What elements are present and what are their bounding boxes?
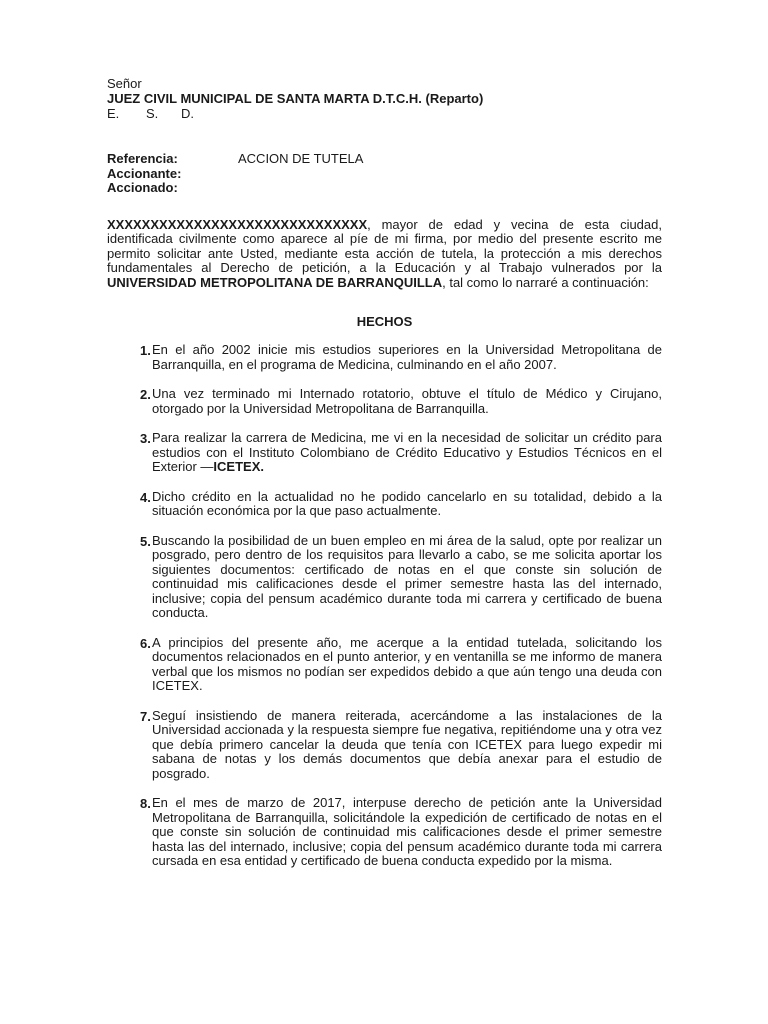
fact-item-6 xyxy=(107,636,662,694)
salutation: Señor xyxy=(107,76,142,91)
accionado-row xyxy=(107,181,662,196)
intro-paragraph xyxy=(107,218,662,291)
esd-e: E. xyxy=(107,106,120,121)
fact-item-5 xyxy=(107,534,662,621)
hechos-list xyxy=(107,343,662,869)
fact-text: A principios del presente año, me acerque a la entidad tutelada, solicitando los documentos relacionados en el punto anterior, y en ventanilla se me informo de manera verbal que los mismos no podían ser expedidos debido a que aún tengo una deuda con ICETEX. xyxy=(152,634,662,693)
referencia-label: Referencia: xyxy=(107,151,178,166)
fact-text: En el mes de marzo de 2017, interpuse derecho de petición ante la Universidad Metropolitana de Barranquilla, solicitándole la expedición de certificado de notas en el que conste sin solución de continuidad mis calificaciones desde el primer semestre hasta las del internado, inclusive; copia del pensum académico durante toda mi carrera cursada en esa entidad y certificado de buena conducta expedido por la misma. xyxy=(152,795,662,868)
hechos-title: HECHOS xyxy=(356,314,413,329)
esd-d: D. xyxy=(181,106,194,121)
fact-text: Dicho crédito en la actualidad no he podido cancelarlo en su totalidad, debido a la situación económica por la que paso actualmente. xyxy=(152,488,662,518)
fact-item-7 xyxy=(107,709,662,782)
name-placeholder: XXXXXXXXXXXXXXXXXXXXXXXXXXXXXX xyxy=(107,216,368,232)
fact-text: Seguí insistiendo de manera reiterada, acercándome a las instalaciones de la Universidad accionada y la respuesta siempre fue negativa, repitiéndome una y otra vez que debía primero cancelar la deuda que tenía con ICETEX para luego expedir mi sabana de notas y los demás documentos que debía anexar para el estudio de posgrado. xyxy=(152,707,662,781)
fact-item-1 xyxy=(107,343,662,372)
accionante-row xyxy=(107,167,662,182)
intro-text-2: , tal como lo narraré a continuación: xyxy=(442,274,649,290)
fact-item-8 xyxy=(107,796,662,869)
icetex-bold: ICETEX. xyxy=(213,459,264,474)
fact-number: 8. xyxy=(140,796,151,811)
university-name: UNIVERSIDAD METROPOLITANA DE BARRANQUILLA xyxy=(107,274,443,290)
referencia-value: ACCION DE TUTELA xyxy=(238,151,364,166)
fact-text: En el año 2002 inicie mis estudios superiores en la Universidad Metropolitana de Barranquilla, en el programa de Medicina, culminando en el año 2007. xyxy=(152,342,662,372)
document-page xyxy=(107,76,662,884)
fact-number: 5. xyxy=(140,533,151,549)
fact-text: Buscando la posibilidad de un buen empleo en mi área de la salud, opte por realizar un posgrado, pero dentro de los requisitos para llevarlo a cabo, se me solicita aportar los siguientes documentos: certificado de notas en el que conste sin solución de continuidad mis calificaciones desde el primer semestre hasta las del internado, inclusive; copia del pensum académico durante toda mi carrera y certificado de buena conducta. xyxy=(152,532,662,620)
accionado-label: Accionado: xyxy=(107,180,178,195)
fact-text: Para realizar la carrera de Medicina, me vi en la necesidad de solicitar un crédito para estudios con el Instituto Colombiano de Crédito Educativo y Estudios Técnicos en el Exterior —ICETEX. xyxy=(152,430,662,474)
fact-number: 7. xyxy=(140,708,151,724)
addressee: JUEZ CIVIL MUNICIPAL DE SANTA MARTA D.T.C.H. (Reparto) xyxy=(107,91,484,106)
reference-block xyxy=(107,152,662,196)
esd-line xyxy=(107,106,662,121)
intro-text-1: , mayor de edad y vecina de esta ciudad, identificada civilmente como aparece al píe de mi firma, por medio del presente escrito me permito solicitar ante Usted, mediante esta acción de tutela, la protección a mis derechos fundamentales al Derecho de petición, a la Educación y al Trabajo vulnerados por la xyxy=(107,216,662,275)
fact-item-4 xyxy=(107,490,662,519)
fact-item-3 xyxy=(107,431,662,475)
esd-s: S. xyxy=(146,106,159,121)
fact-number: 3. xyxy=(140,431,151,446)
reference-row xyxy=(107,152,662,167)
fact-number: 4. xyxy=(140,489,151,505)
fact-text: Una vez terminado mi Internado rotatorio, obtuve el título de Médico y Cirujano, otorgado por la Universidad Metropolitana de Barranquilla. xyxy=(152,386,662,416)
fact-number: 1. xyxy=(140,343,151,358)
fact-item-2 xyxy=(107,387,662,416)
accionante-label: Accionante: xyxy=(107,165,182,181)
fact-number: 2. xyxy=(140,387,151,402)
fact-number: 6. xyxy=(140,635,151,651)
